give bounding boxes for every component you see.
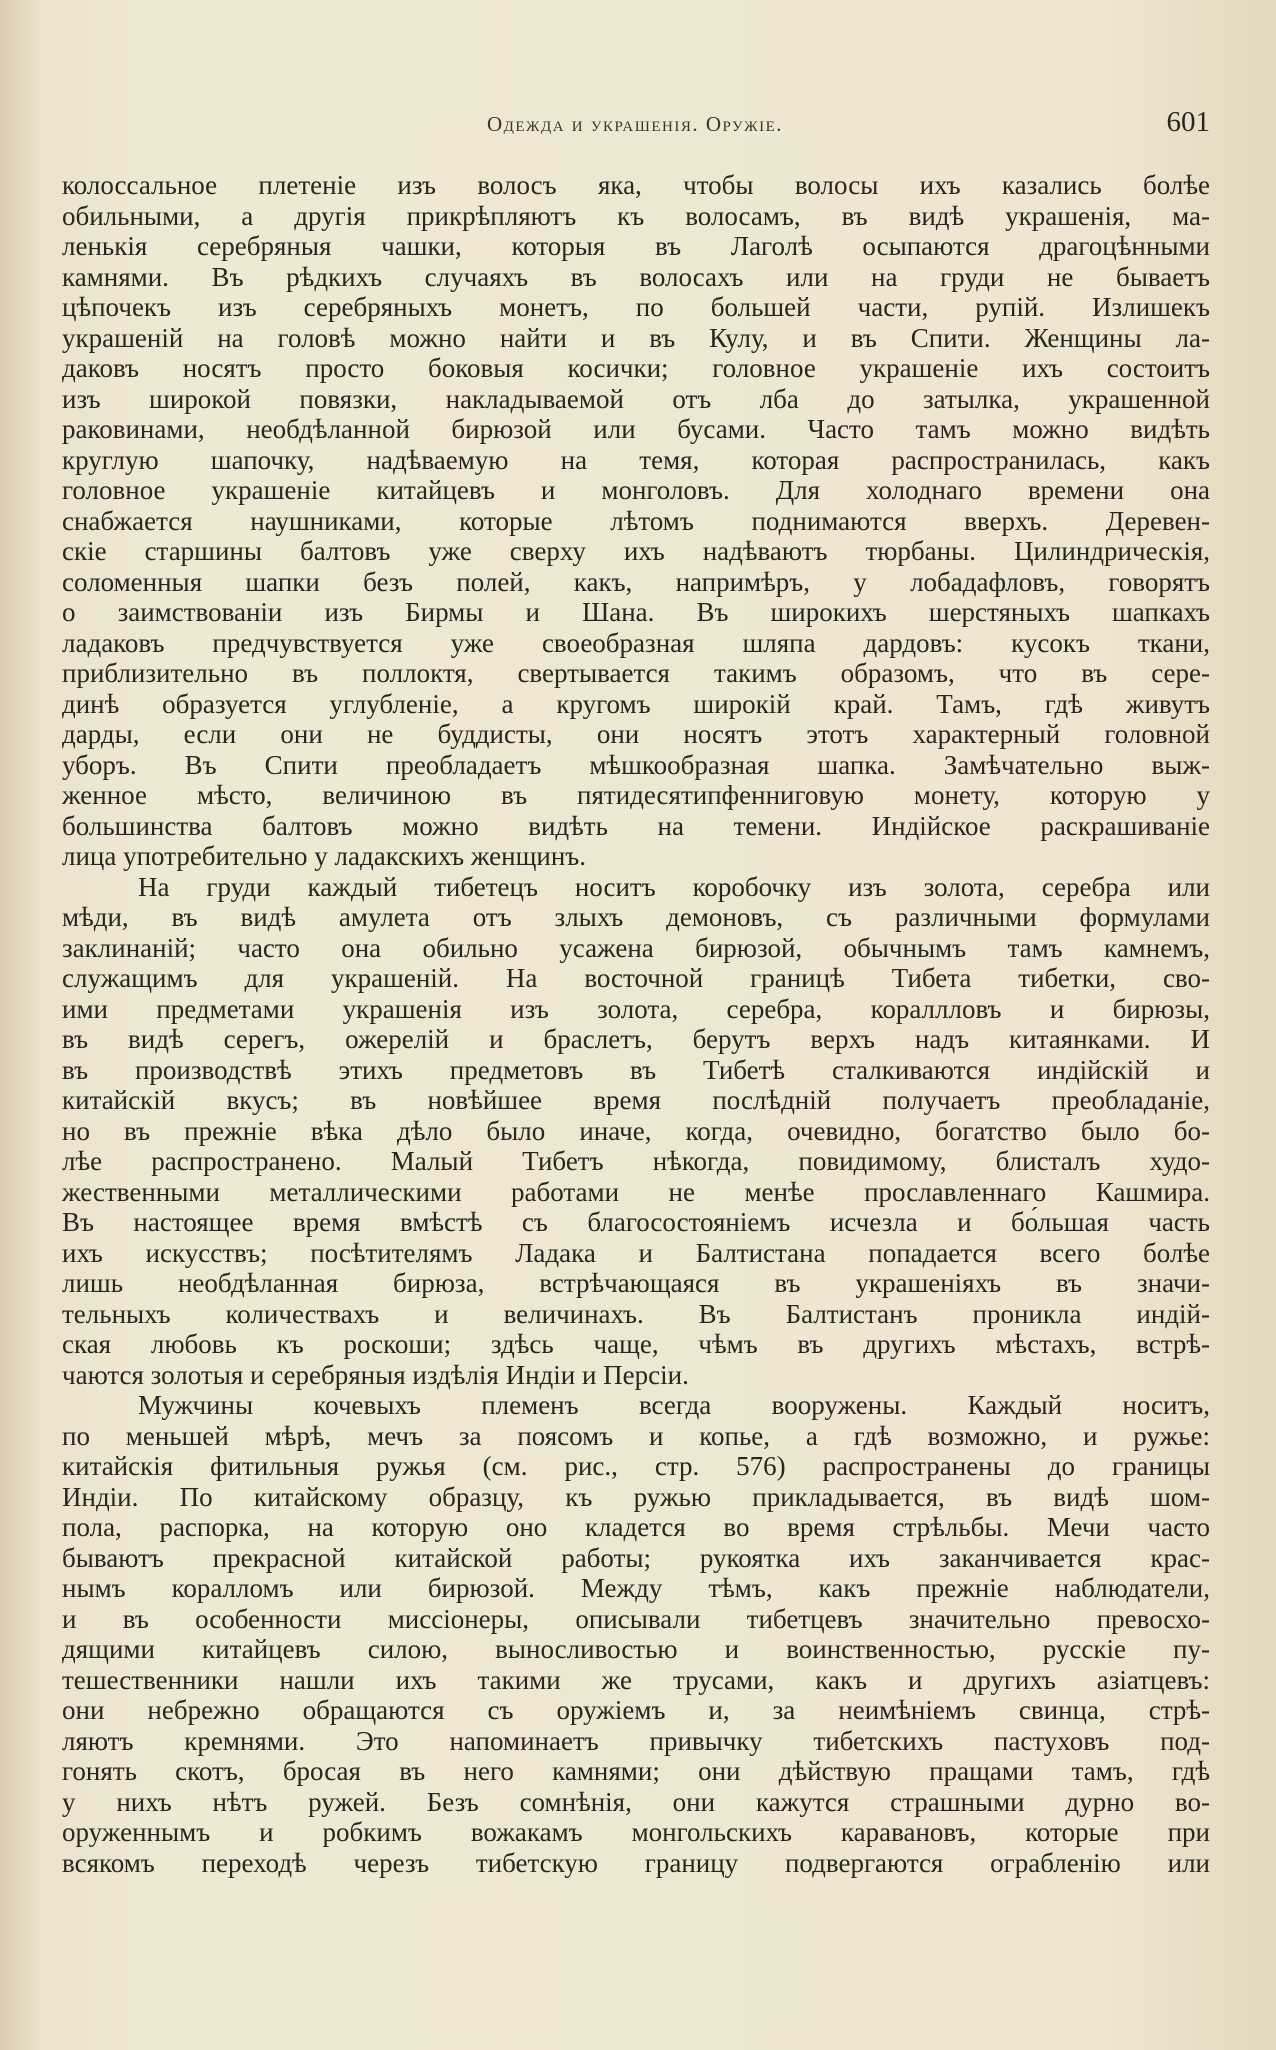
text-line: китайскій вкусъ; въ новѣйшее время послѣдній получаетъ преобладаніе, (62, 1085, 1210, 1115)
text-line: динѣ образуется углубленіе, а кругомъ широкій край. Тамъ, гдѣ живутъ (62, 688, 1210, 719)
text-line: дарды, если они не буддисты, они носятъ этотъ характерный головной (62, 719, 1210, 749)
text-line: мѣди, въ видѣ амулета отъ злыхъ демоновъ, съ различными формулами (62, 902, 1210, 932)
text-line: даковъ носятъ просто боковыя косички; головное украшеніе ихъ состоитъ (62, 353, 1210, 383)
text-line: всякомъ переходѣ черезъ тибетскую границу подвергаются ограбленію или (62, 1847, 1210, 1878)
text-line: Въ настоящее время вмѣстѣ съ благосостояніемъ исчезла и бо́льшая часть (62, 1207, 1210, 1237)
text-line: цѣпочекъ изъ серебряныхъ монетъ, по большей части, рупій. Излишекъ (62, 292, 1210, 322)
text-line: лишь необдѣланная бирюза, встрѣчающаяся въ украшеніяхъ въ значи- (62, 1268, 1210, 1298)
running-head: Одежда и украшенія. Оружіе. (486, 112, 783, 136)
text-line: ляютъ кремнями. Это напоминаетъ привычку тибетскихъ пастуховъ под- (62, 1725, 1210, 1756)
text-line: ихъ искусствъ; посѣтителямъ Ладака и Балтистана попадается всего болѣе (62, 1237, 1210, 1268)
text-line: украшеній на головѣ можно найти и въ Кулу, и въ Спити. Женщины ла- (62, 322, 1210, 353)
page-header (60, 106, 1210, 142)
text-line: ленькія серебряныя чашки, которыя въ Лаголѣ осыпаются драгоцѣнными (62, 231, 1210, 261)
text-line: изъ широкой повязки, накладываемой отъ лба до затылка, украшенной (62, 383, 1210, 414)
text-line: уборъ. Въ Спити преобладаетъ мѣшкообразная шапка. Замѣчательно выж- (62, 749, 1210, 780)
text-line: и въ особенности миссіонеры, описывали тибетцевъ значительно превосхо- (62, 1603, 1210, 1634)
text-line: камнями. Въ рѣдкихъ случаяхъ въ волосахъ или на груди не бываетъ (62, 261, 1210, 292)
text-line: соломенныя шапки безъ полей, какъ, напримѣръ, у лобадафловъ, говорятъ (62, 566, 1210, 597)
text-line: заклинаній; часто она обильно усажена бирюзой, обычнымъ тамъ камнемъ, (62, 932, 1210, 963)
text-line: большинства балтовъ можно видѣть на темени. Индійское раскрашиваніе (62, 810, 1210, 841)
text-line: въ видѣ серегъ, ожерелій и браслетъ, берутъ верхъ надъ китаянками. И (62, 1024, 1210, 1054)
body-text (62, 170, 1210, 1878)
text-line: головное украшеніе китайцевъ и монголовъ. Для холоднаго времени она (62, 475, 1210, 505)
text-line: ладаковъ предчувствуется уже своеобразная шляпа дардовъ: кусокъ ткани, (62, 627, 1210, 658)
text-line: чаются золотыя и серебряныя издѣлія Индіи и Персіи. (62, 1359, 689, 1390)
text-line: но въ прежніе вѣка дѣло было иначе, когда, очевидно, богатство было бо- (62, 1115, 1210, 1146)
text-line: ими предметами украшенія изъ золота, серебра, кораллловъ и бирюзы, (62, 993, 1210, 1024)
text-line: колоссальное плетеніе изъ волосъ яка, чтобы волосы ихъ казались болѣе (62, 170, 1210, 200)
text-line: тешественники нашли ихъ такими же трусами, какъ и другихъ азіатцевъ: (62, 1664, 1210, 1695)
text-line: лѣе распространено. Малый Тибетъ нѣкогда, повидимому, блисталъ худо- (62, 1146, 1210, 1176)
text-line: бываютъ прекрасной китайской работы; рукоятка ихъ заканчивается крас- (62, 1542, 1210, 1573)
text-line: гонять скотъ, бросая въ него камнями; они дѣйствую пращами тамъ, гдѣ (62, 1756, 1210, 1786)
text-line: тельныхъ количествахъ и величинахъ. Въ Балтистанъ проникла индій- (62, 1298, 1210, 1329)
text-line: Мужчины кочевыхъ племенъ всегда вооружены. Каждый носитъ, (138, 1390, 1210, 1420)
text-line: женное мѣсто, величиною въ пятидесятипфенниговую монету, которую у (62, 780, 1210, 810)
text-line: оруженнымъ и робкимъ вожакамъ монгольскихъ каравановъ, которые при (62, 1817, 1210, 1847)
text-line: ская любовь къ роскоши; здѣсь чаще, чѣмъ въ другихъ мѣстахъ, встрѣ- (62, 1329, 1210, 1359)
text-line: у нихъ нѣтъ ружей. Безъ сомнѣнія, они кажутся страшными дурно во- (62, 1786, 1210, 1817)
text-line: пола, распорка, на которую оно кладется во время стрѣльбы. Мечи часто (62, 1512, 1210, 1542)
text-line: скіе старшины балтовъ уже сверху ихъ надѣваютъ тюрбаны. Цилиндрическія, (62, 536, 1210, 566)
text-line: Индіи. По китайскому образцу, къ ружью прикладывается, въ видѣ шом- (62, 1481, 1210, 1512)
text-line: лица употребительно у ладакскихъ женщинъ. (62, 841, 587, 871)
text-line: круглую шапочку, надѣваемую на темя, которая распространилась, какъ (62, 444, 1210, 475)
text-line: о заимствованіи изъ Бирмы и Шана. Въ широкихъ шерстяныхъ шапкахъ (62, 597, 1210, 627)
text-line: обильными, а другія прикрѣпляютъ къ волосамъ, въ видѣ украшенія, ма- (62, 200, 1210, 231)
text-line: На груди каждый тибетецъ носитъ коробочку изъ золота, серебра или (138, 871, 1210, 902)
text-line: нымъ коралломъ или бирюзой. Между тѣмъ, какъ прежніе наблюдатели, (62, 1573, 1210, 1603)
text-line: дящими китайцевъ силою, выносливостью и воинственностью, русскіе пу- (62, 1634, 1210, 1664)
text-line: служащимъ для украшеній. На восточной границѣ Тибета тибетки, сво- (62, 963, 1210, 993)
text-line: жественными металлическими работами не менѣе прославленнаго Кашмира. (62, 1176, 1210, 1207)
text-line: въ производствѣ этихъ предметовъ въ Тибетѣ сталкиваются индійскій и (62, 1054, 1210, 1085)
text-line: раковинами, необдѣланной бирюзой или бусами. Часто тамъ можно видѣть (62, 414, 1210, 444)
text-line: приблизительно въ поллоктя, свертывается такимъ образомъ, что въ сере- (62, 658, 1210, 688)
text-line: китайскія фитильныя ружья (см. рис., стр. 576) распространены до границы (62, 1451, 1210, 1481)
text-line: снабжается наушниками, которые лѣтомъ поднимаются вверхъ. Деревен- (62, 505, 1210, 536)
page-number: 601 (1166, 106, 1210, 138)
text-line: по меньшей мѣрѣ, мечъ за поясомъ и копье, а гдѣ возможно, и ружье: (62, 1420, 1210, 1451)
text-line: они небрежно обращаются съ оружіемъ и, за неимѣніемъ свинца, стрѣ- (62, 1695, 1210, 1725)
